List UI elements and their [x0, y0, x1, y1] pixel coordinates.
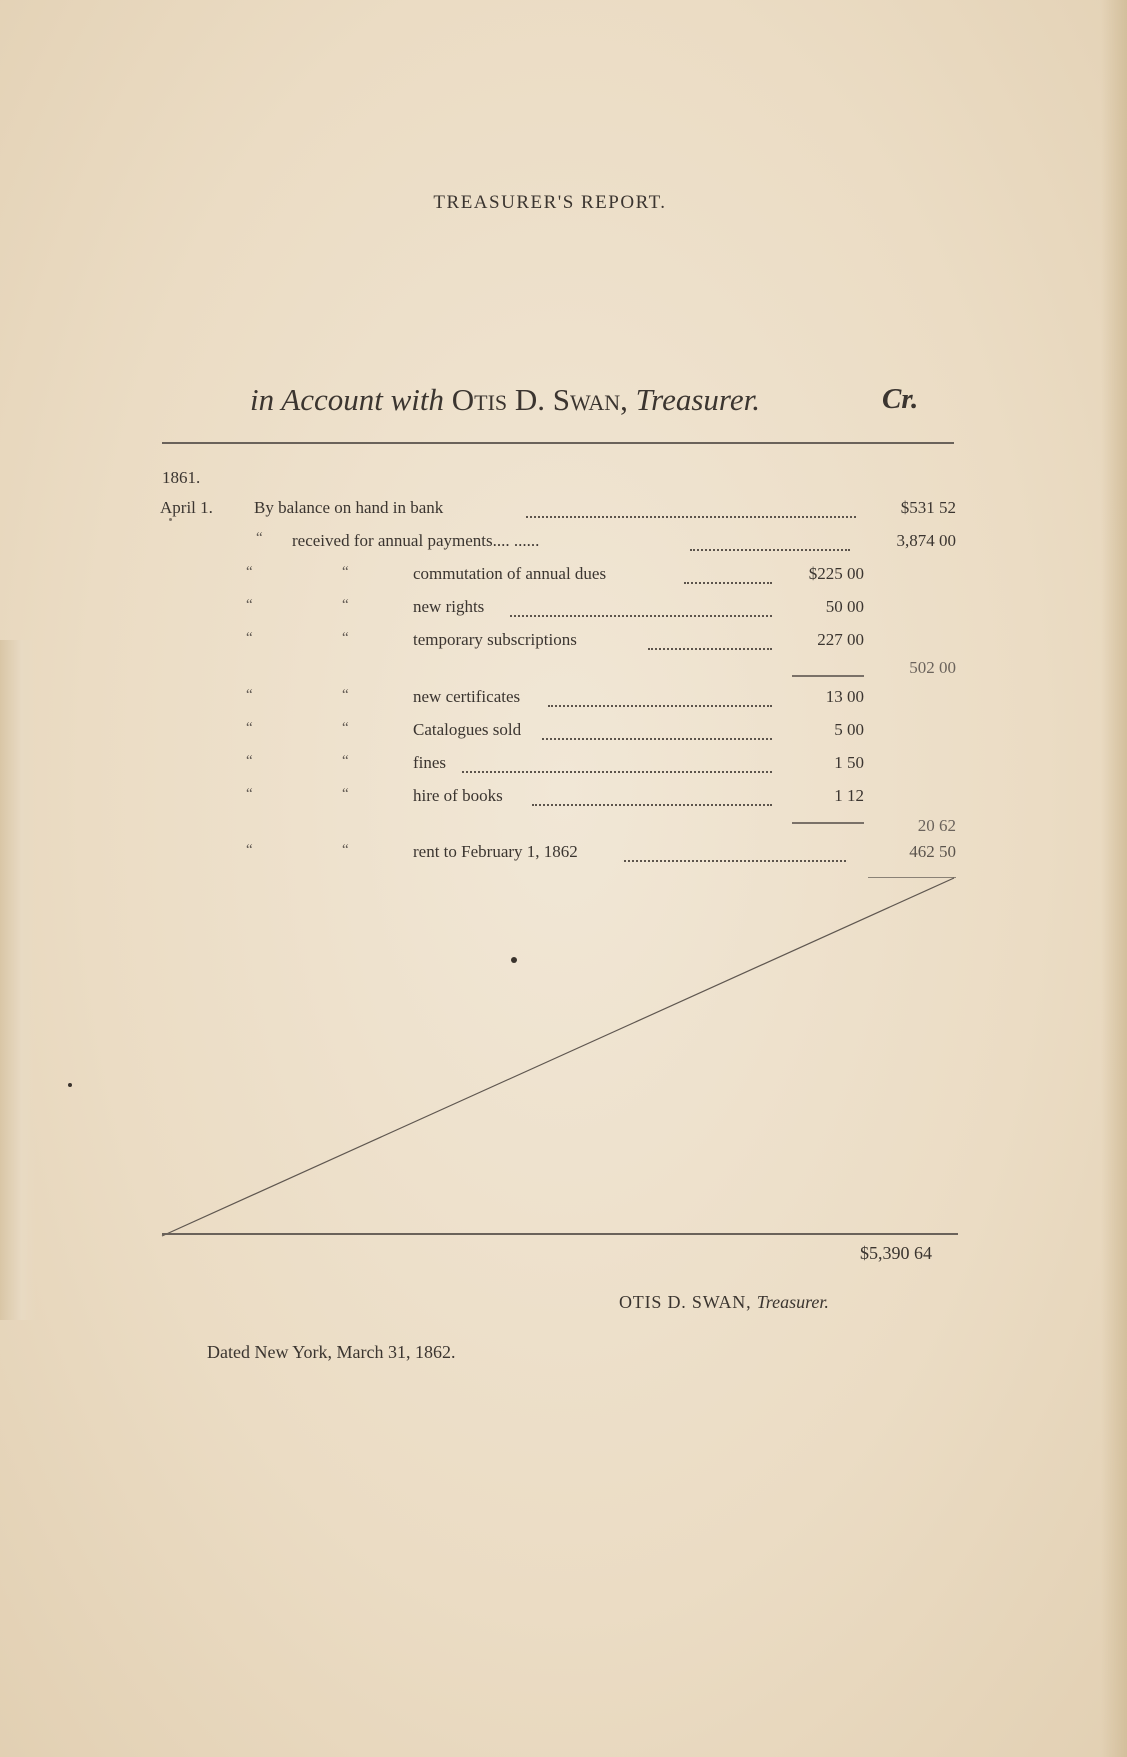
dot-leader [684, 582, 772, 584]
ledger-row-label: commutation of annual dues [413, 564, 607, 583]
ditto-mark: “ [246, 786, 253, 802]
ink-speck [511, 957, 517, 963]
ditto-mark: “ [342, 753, 349, 769]
ledger-row-label: fines [413, 753, 447, 772]
ink-speck [169, 518, 172, 521]
diagonal-line [162, 878, 954, 1236]
treasurer-role: Treasurer. [635, 382, 760, 417]
ditto-mark: “ [246, 564, 253, 580]
ledger-subamount: 227 00 [817, 630, 864, 649]
credit-column-mark: Cr. [882, 383, 919, 415]
ditto-mark: “ [246, 753, 253, 769]
account-heading [250, 382, 760, 418]
ledger-subamount: 1 50 [834, 753, 864, 772]
ditto-mark: “ [342, 786, 349, 802]
dot-leader [462, 771, 772, 773]
ledger-subtotal: 20 62 [917, 816, 956, 835]
ditto-mark: “ [246, 720, 253, 736]
page-edge-right [1101, 0, 1127, 1757]
ditto-mark: “ [342, 630, 349, 646]
ledger-year: 1861. [162, 468, 201, 487]
ledger-subamount: 1 12 [834, 786, 864, 805]
ledger-subtotal: 502 00 [909, 658, 956, 677]
ditto-mark: “ [342, 720, 349, 736]
ledger-row-label: Catalogues sold [413, 720, 522, 739]
dot-leader [690, 549, 850, 551]
ledger-subamount: 5 00 [834, 720, 864, 739]
ledger-subamount: $225 00 [808, 564, 864, 583]
dated-line: Dated New York, March 31, 1862. [207, 1342, 456, 1362]
heading-rule [162, 442, 954, 444]
signature-name: OTIS D. SWAN, [619, 1292, 752, 1312]
treasurer-name: Otis D. Swan, [451, 382, 628, 417]
ledger-amount: $531 52 [900, 498, 956, 517]
ditto-mark: “ [342, 842, 349, 858]
ledger-subamount: 50 00 [825, 597, 864, 616]
dot-leader [624, 860, 846, 862]
dot-leader [542, 738, 772, 740]
ledger-row-label: temporary subscriptions [413, 630, 577, 649]
ledger-row-label: new certificates [413, 687, 521, 706]
ditto-mark: “ [342, 597, 349, 613]
page-edge-left [0, 640, 36, 1320]
account-prefix: in Account with [250, 382, 445, 417]
dot-leader [648, 648, 772, 650]
ledger-row-label: rent to February 1, 1862 [413, 842, 578, 861]
ditto-mark: “ [246, 630, 253, 646]
ditto-mark: “ [246, 687, 253, 703]
ditto-mark: “ [342, 687, 349, 703]
signature-line [619, 1292, 829, 1313]
ink-speck [68, 1083, 72, 1087]
ledger-amount: 462 50 [909, 842, 956, 861]
report-title: TREASURER'S REPORT. [433, 192, 667, 213]
ditto-mark: “ [246, 597, 253, 613]
ledger-row-label: hire of books [413, 786, 503, 805]
grand-total: $5,390 64 [860, 1243, 932, 1263]
ledger-row-label: By balance on hand in bank [254, 498, 444, 517]
dot-leader [526, 516, 856, 518]
ledger-amount: 3,874 00 [896, 531, 956, 550]
cancel-diagonal [160, 877, 960, 1237]
ditto-mark: “ [256, 530, 263, 546]
ledger-row-label: new rights [413, 597, 485, 616]
dot-leader [510, 615, 772, 617]
ledger-row-label: received for annual payments.... ...... [292, 531, 540, 550]
ditto-mark: “ [342, 564, 349, 580]
signature-role: Treasurer. [756, 1292, 829, 1312]
ditto-mark: “ [246, 842, 253, 858]
ledger-subamount: 13 00 [825, 687, 864, 706]
dot-leader [548, 705, 772, 707]
dot-leader [532, 804, 772, 806]
ledger-date: April 1. [160, 498, 213, 517]
total-rule [162, 1233, 958, 1235]
